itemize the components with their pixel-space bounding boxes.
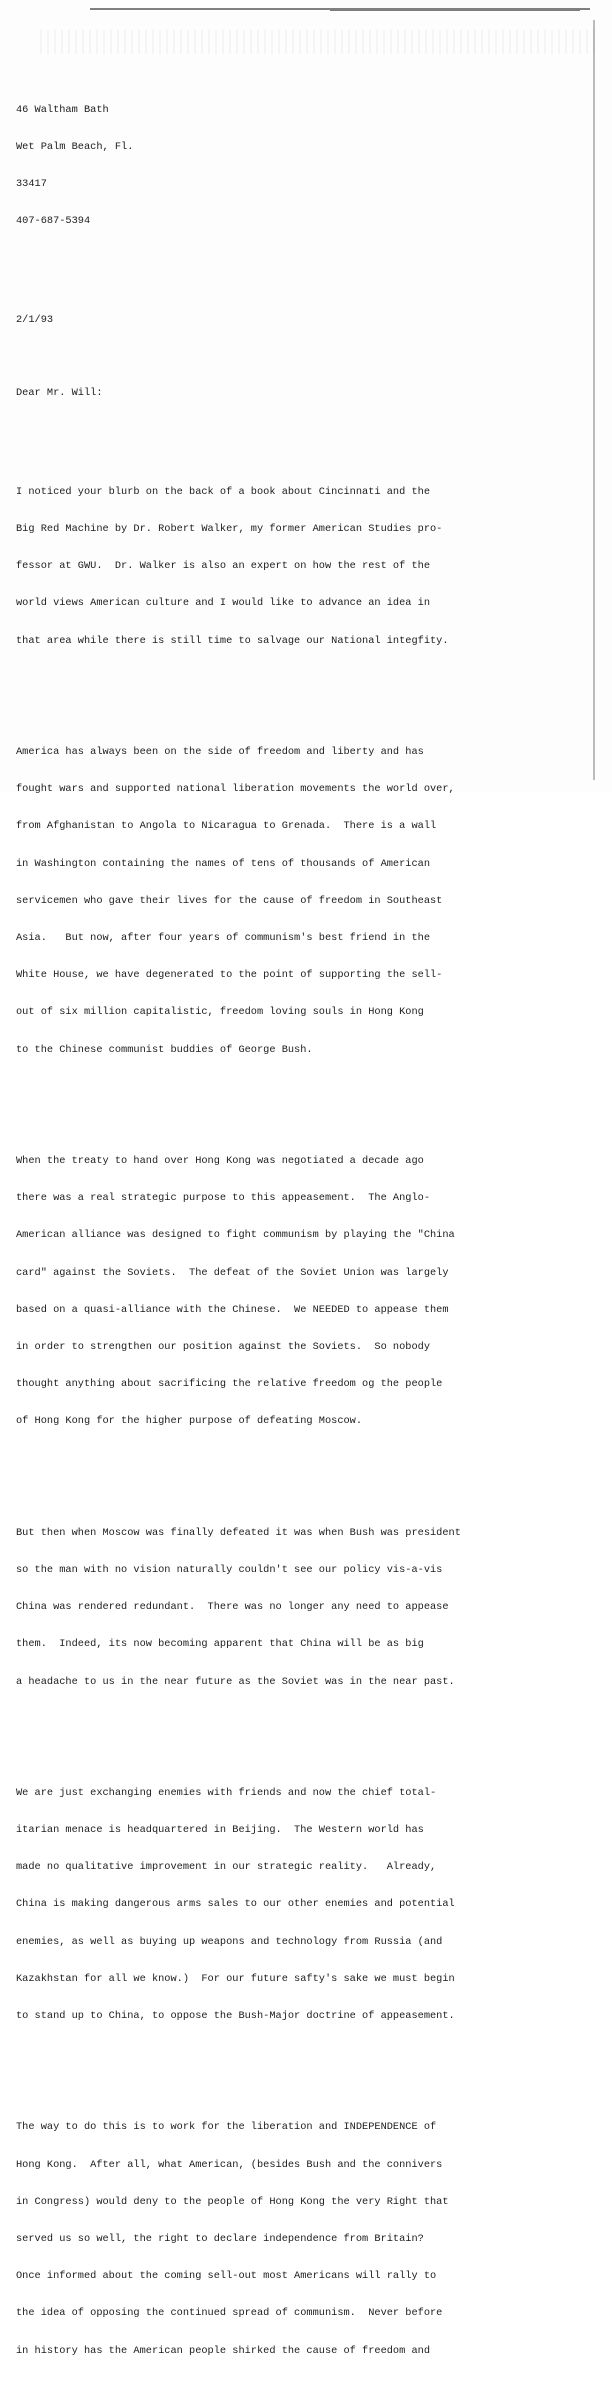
paragraph-line: fessor at GWU. Dr. Walker is also an expert on how the rest of the (16, 560, 431, 573)
paragraph-line: America has always been on the side of freedom and liberty and has (16, 745, 424, 758)
paragraph-5 (16, 1762, 586, 2047)
paragraph-line: world views American culture and I would like to advance an idea in (16, 597, 431, 610)
paragraph-line: China was rendered redundant. There was no longer any need to appease (16, 1601, 449, 1614)
paragraph-line: American alliance was designed to fight communism by playing the "China (16, 1229, 455, 1242)
paragraph-line: in history has the American people shirked the cause of freedom and (16, 2344, 431, 2357)
paragraph-line: in order to strengthen our position against the Soviets. So nobody (16, 1341, 431, 1353)
paragraph-line: itarian menace is headquartered in Beijing. The Western world has (16, 1824, 424, 1837)
salutation: Dear Mr. Will: (16, 387, 103, 400)
paragraph-line: thought anything about sacrificing the relative freedom og the people (16, 1378, 443, 1391)
paragraph-line: card" against the Soviets. The defeat of the Soviet Union was largely (16, 1266, 449, 1279)
paragraph-line: servicemen who gave their lives for the cause of freedom in Southeast (16, 894, 443, 907)
paragraph-line: But then when Moscow was finally defeated it was when Bush was president (16, 1526, 461, 1539)
paragraph-line: a headache to us in the near future as the Soviet was in the near past. (16, 1675, 455, 1688)
paragraph-line: China is making dangerous arms sales to our other enemies and potential (16, 1898, 455, 1911)
address-line: 46 Waltham Bath (16, 103, 109, 116)
letter-date: 2/1/93 (16, 313, 54, 326)
scan-artifact-right-edge (593, 20, 595, 780)
address-line: 407-687-5394 (16, 215, 91, 228)
paragraph-line: Big Red Machine by Dr. Robert Walker, my former American Studies pro- (16, 523, 443, 535)
address-line: 33417 (16, 178, 47, 191)
sender-address (16, 79, 586, 253)
letter-body (16, 54, 586, 2407)
paragraph-line: We are just exchanging enemies with friends and now the chief total- (16, 1786, 437, 1799)
paragraph-line: Asia. But now, after four years of communism's best friend in the (16, 932, 431, 944)
paragraph-line: them. Indeed, its now becoming apparent that China will be as big (16, 1638, 424, 1651)
paragraph-4 (16, 1502, 586, 1713)
paragraph-line: so the man with no vision naturally couldn't see our policy vis-a-vis (16, 1563, 443, 1576)
paragraph-line: to the Chinese communist buddies of George Bush. (16, 1043, 313, 1056)
paragraph-line: out of six million capitalistic, freedom loving souls in Hong Kong (16, 1006, 424, 1019)
address-line: Wet Palm Beach, Fl. (16, 140, 134, 153)
paragraph-line: fought wars and supported national liberation movements the world over, (16, 783, 455, 796)
paragraph-line: I noticed your blurb on the back of a book about Cincinnati and the (16, 485, 431, 498)
paragraph-line: there was a real strategic purpose to this appeasement. The Anglo- (16, 1192, 431, 1205)
paragraph-line: The way to do this is to work for the liberation and INDEPENDENCE of (16, 2121, 437, 2134)
paragraph-line: When the treaty to hand over Hong Kong was negotiated a decade ago (16, 1154, 424, 1167)
paragraph-line: White House, we have degenerated to the point of supporting the sell- (16, 969, 443, 982)
paragraph-line: based on a quasi-alliance with the Chinese. We NEEDED to appease them (16, 1303, 449, 1316)
scan-artifact-noise (40, 30, 600, 54)
paragraph-1 (16, 461, 586, 672)
paragraph-line: served us so well, the right to declare independence from Britain? (16, 2233, 424, 2246)
paragraph-line: to stand up to China, to oppose the Bush-Major doctrine of appeasement. (16, 2010, 455, 2023)
paragraph-line: Hong Kong. After all, what American, (besides Bush and the connivers (16, 2158, 443, 2171)
paragraph-line: that area while there is still time to salvage our National integfity. (16, 634, 449, 647)
paragraph-line: in Congress) would deny to the people of Hong Kong the very Right that (16, 2195, 449, 2208)
scan-artifact-top-line-2 (330, 10, 580, 11)
paragraph-3 (16, 1130, 586, 1453)
paragraph-line: of Hong Kong for the higher purpose of defeating Moscow. (16, 1415, 363, 1428)
paragraph-line: Kazakhstan for all we know.) For our future safty's sake we must begin (16, 1972, 455, 1985)
paragraph-line: Once informed about the coming sell-out most Americans will rally to (16, 2270, 437, 2283)
paragraph-line: enemies, as well as buying up weapons and technology from Russia (and (16, 1935, 443, 1948)
paragraph-line: from Afghanistan to Angola to Nicaragua to Grenada. There is a wall (16, 820, 437, 833)
paragraph-line: made no qualitative improvement in our strategic reality. Already, (16, 1861, 437, 1874)
paragraph-6 (16, 2097, 586, 2382)
paragraph-line: the idea of opposing the continued spread of communism. Never before (16, 2307, 443, 2320)
paragraph-2 (16, 721, 586, 1081)
paragraph-line: in Washington containing the names of tens of thousands of American (16, 857, 431, 870)
